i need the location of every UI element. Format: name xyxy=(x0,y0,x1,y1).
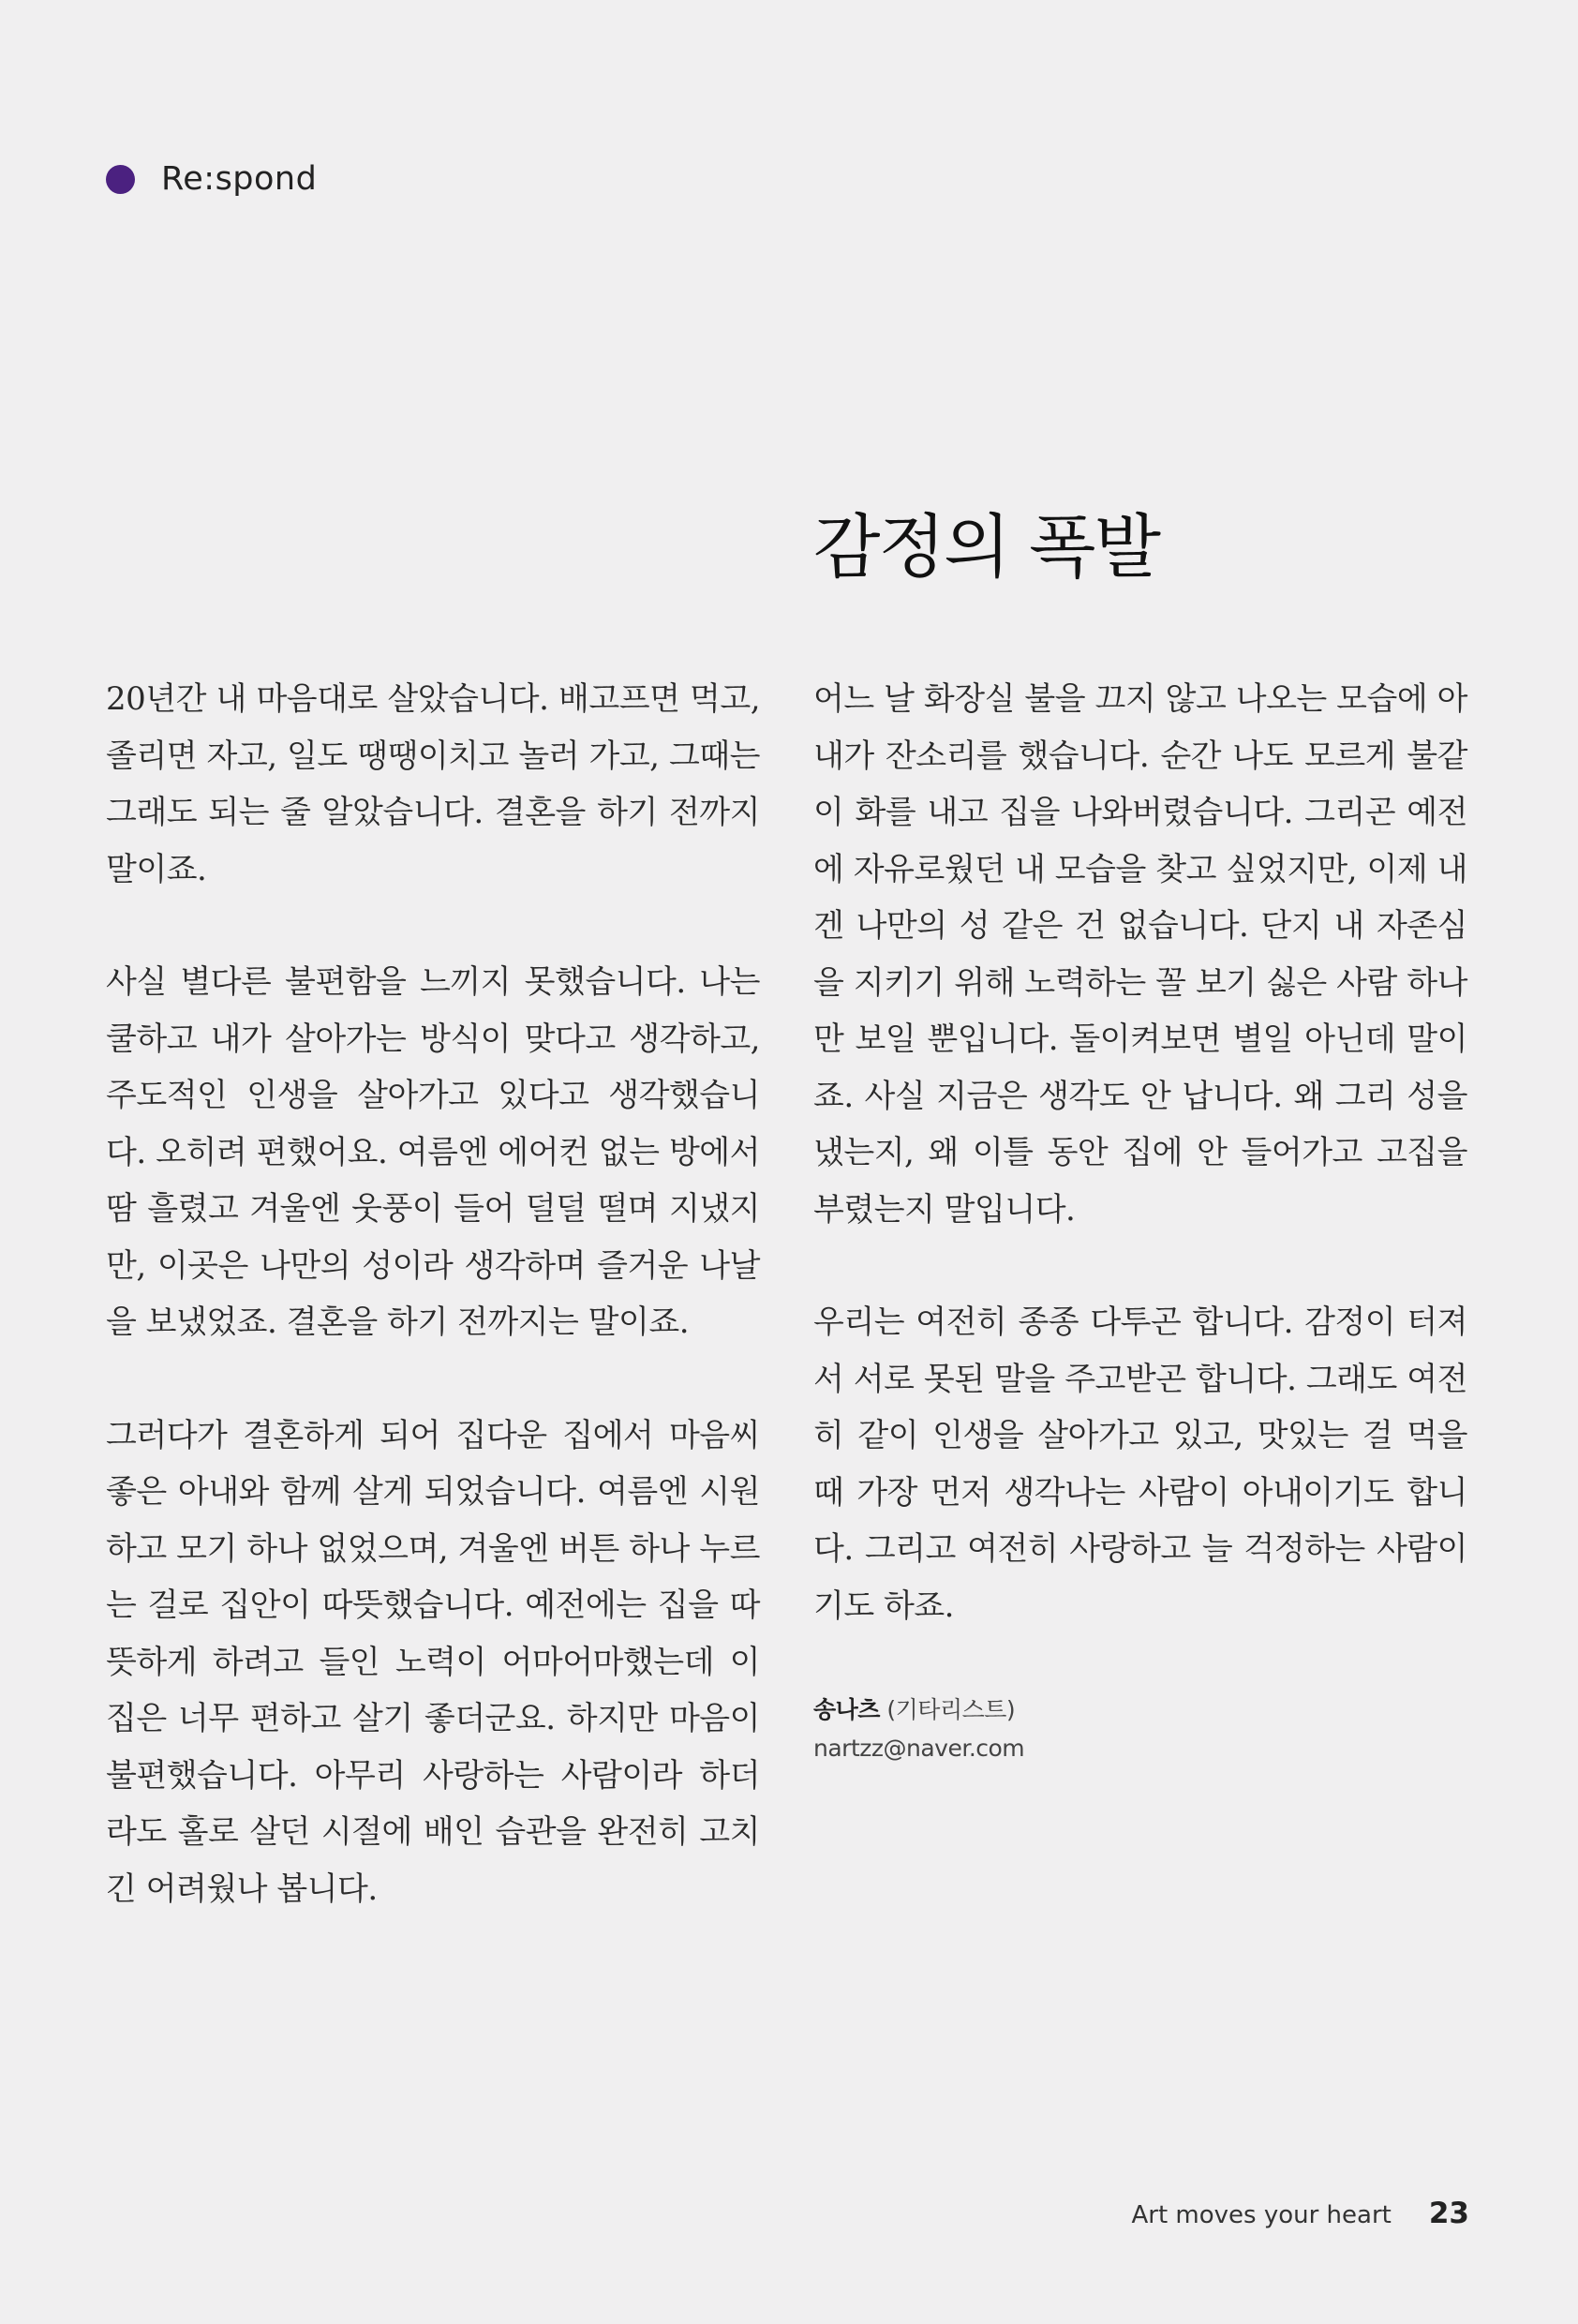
paragraph: 어느 날 화장실 불을 끄지 않고 나오는 모습에 아내가 잔소리를 했습니다. 순간 나도 모르게 불같이 화를 내고 집을 나와버렸습니다. 그리곤 예전에 자유로웠던 내 모습을 찾고 싶었지만, 이제 내겐 나만의 성 같은 건 없습니다. 단지 내 자존심을 지키기 위해 노력하는 꼴 보기 싫은 사람 하나만 보일 뿐입니다. 돌이켜보면 별일 아닌데 말이죠. 사실 지금은 생각도 안 납니다. 왜 그리 성을 냈는지, 왜 이틀 동안 집에 안 들어가고 고집을 부렸는지 말입니다. xyxy=(813,680,1467,1229)
footer-tagline: Art moves your heart xyxy=(1131,2201,1392,2229)
section-dot-icon xyxy=(106,165,135,194)
article-column-left xyxy=(106,671,760,1974)
author-role: (기타리스트) xyxy=(886,1696,1016,1723)
article-column-right xyxy=(813,671,1467,1767)
paragraph: 그러다가 결혼하게 되어 집다운 집에서 마음씨 좋은 아내와 함께 살게 되었습니다. 여름엔 시원하고 모기 하나 없었으며, 겨울엔 버튼 하나 누르는 걸로 집안이 따뜻했습니다. 예전에는 집을 따뜻하게 하려고 들인 노력이 어마어마했는데 이 집은 너무 편하고 살기 좋더군요. 하지만 마음이 불편했습니다. 아무리 사랑하는 사람이라 하더라도 홀로 살던 시절에 배인 습관을 완전히 고치긴 어려웠나 봅니다. xyxy=(106,1416,760,1908)
author-credit xyxy=(813,1691,1467,1767)
author-email: nartzz@naver.com xyxy=(813,1735,1025,1762)
author-name: 송나츠 xyxy=(813,1696,880,1723)
section-tag xyxy=(106,160,317,198)
paragraph: 20년간 내 마음대로 살았습니다. 배고프면 먹고, 졸리면 자고, 일도 땡땡이치고 놀러 가고, 그때는 그래도 되는 줄 알았습니다. 결혼을 하기 전까지 말이죠. xyxy=(106,680,760,888)
page-number: 23 xyxy=(1428,2197,1469,2230)
paragraph: 우리는 여전히 종종 다투곤 합니다. 감정이 터져서 서로 못된 말을 주고받곤 합니다. 그래도 여전히 같이 인생을 살아가고 있고, 맛있는 걸 먹을 때 가장 먼저 생각나는 사람이 아내이기도 합니다. 그리고 여전히 사랑하고 늘 걱정하는 사람이기도 하죠. xyxy=(813,1304,1467,1625)
page-footer xyxy=(1131,2197,1469,2230)
article-title: 감정의 폭발 xyxy=(813,507,1159,588)
section-label: Re:spond xyxy=(161,160,318,198)
paragraph: 사실 별다른 불편함을 느끼지 못했습니다. 나는 쿨하고 내가 살아가는 방식이 맞다고 생각하고, 주도적인 인생을 살아가고 있다고 생각했습니다. 오히려 편했어요. 여름엔 에어컨 없는 방에서 땀 흘렸고 겨울엔 웃풍이 들어 덜덜 떨며 지냈지만, 이곳은 나만의 성이라 생각하며 즐거운 나날을 보냈었죠. 결혼을 하기 전까지는 말이죠. xyxy=(106,963,760,1341)
